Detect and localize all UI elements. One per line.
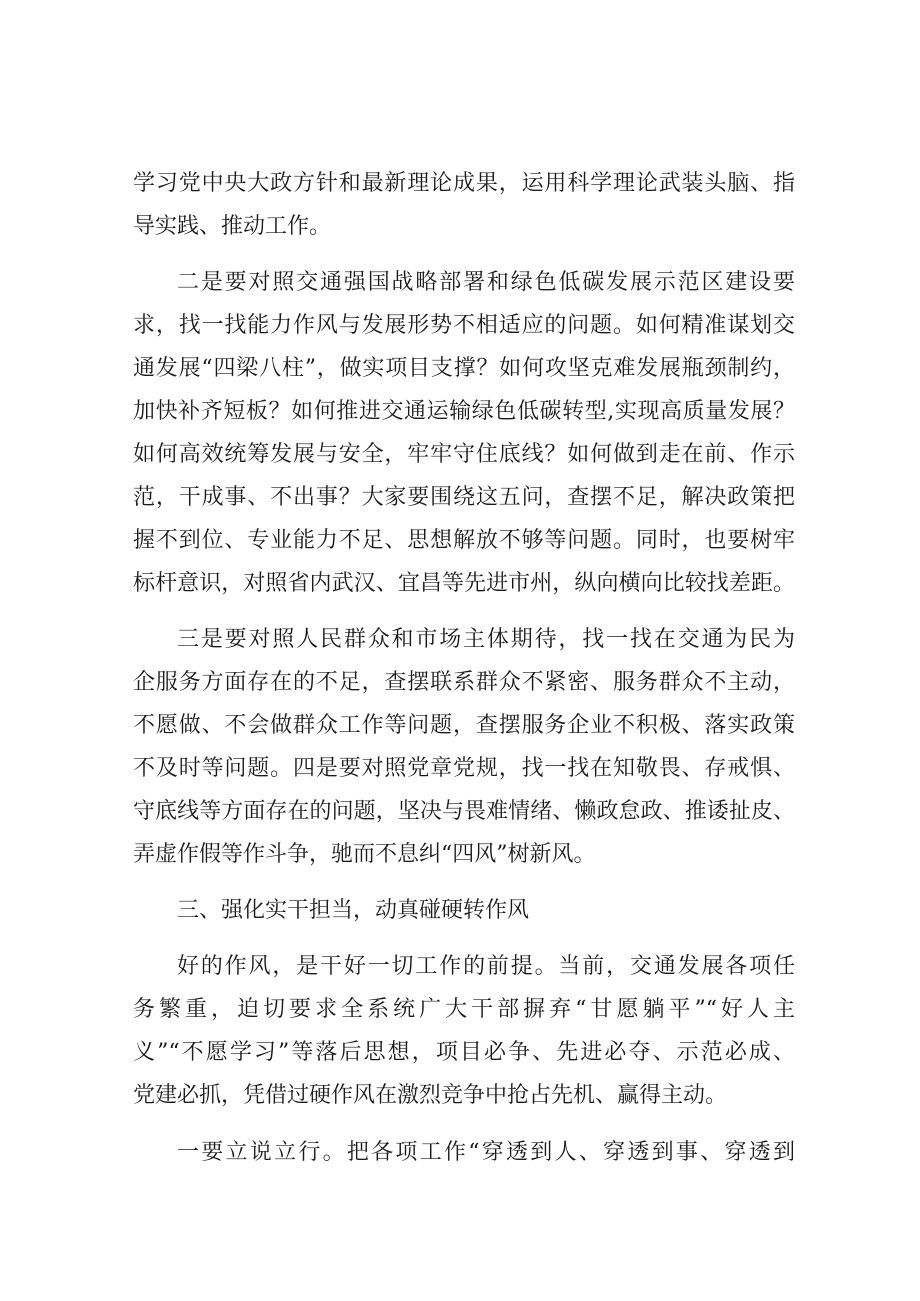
text-line: 学习党中央大政方针和最新理论成果，运用科学理论武装头脑、指 (133, 171, 795, 196)
text-line: 义”“不愿学习”等落后思想，项目必争、先进必夺、示范必成、 (133, 1040, 795, 1065)
text-line: 如何高效统筹发展与安全，牢牢守住底线？如何做到走在前、作示 (133, 442, 795, 467)
text-line: 标杆意识，对照省内武汉、宜昌等先进市州，纵向横向比较找差距。 (133, 571, 795, 596)
text-line: 握不到位、专业能力不足、思想解放不够等问题。同时，也要树牢 (133, 528, 795, 553)
text-line: 守底线等方面存在的问题，坚决与畏难情绪、懒政怠政、推诿扯皮、 (133, 799, 795, 824)
text-line: 务繁重，迫切要求全系统广大干部摒弃“甘愿躺平”“好人主 (133, 997, 795, 1022)
text-line: 不及时等问题。四是要对照党章党规，找一找在知敬畏、存戒惧、 (133, 756, 795, 781)
section-heading: 三、强化实干担当，动真碰硬转作风 (177, 898, 530, 923)
paragraph-start-line: 三是要对照人民群众和市场主体期待，找一找在交通为民为 (177, 627, 795, 652)
text-line: 范，干成事、不出事？大家要围绕这五问，查摆不足，解决政策把 (133, 485, 795, 510)
paragraph-start-line: 二是要对照交通强国战略部署和绿色低碳发展示范区建设要 (177, 270, 795, 295)
text-line: 通发展“四梁八柱”，做实项目支撑？如何攻坚克难发展瓶颈制约， (133, 356, 795, 381)
text-line: 导实践、推动工作。 (133, 214, 332, 239)
paragraph-start-line: 好的作风，是干好一切工作的前提。当前，交通发展各项任 (177, 954, 795, 979)
text-line: 企服务方面存在的不足，查摆联系群众不紧密、服务群众不主动， (133, 670, 795, 695)
text-line: 弄虚作假等作斗争，驰而不息纠“四风”树新风。 (133, 842, 596, 867)
text-line: 求，找一找能力作风与发展形势不相适应的问题。如何精准谋划交 (133, 313, 795, 338)
text-line: 党建必抓，凭借过硬作风在激烈竞争中抢占先机、赢得主动。 (133, 1083, 728, 1108)
text-line: 不愿做、不会做群众工作等问题，查摆服务企业不积极、落实政策 (133, 713, 795, 738)
text-line: 加快补齐短板？如何推进交通运输绿色低碳转型,实现高质量发展？ (133, 399, 795, 424)
paragraph-start-line: 一要立说立行。把各项工作“穿透到人、穿透到事、穿透到 (177, 1140, 795, 1165)
